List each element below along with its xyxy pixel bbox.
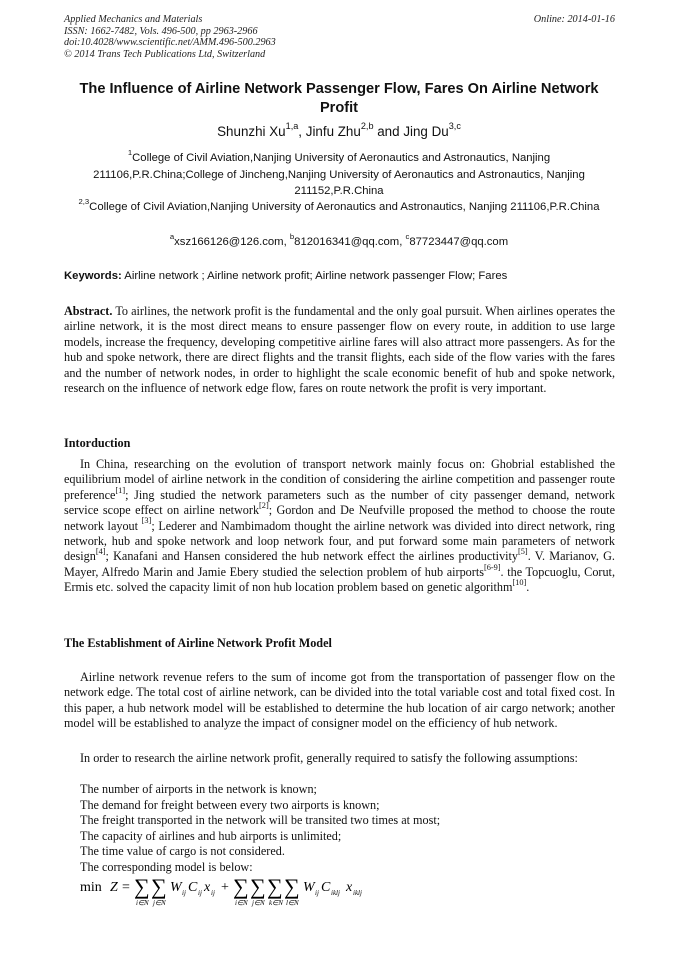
formula-sub: iklj xyxy=(331,889,340,897)
sum-index: j∈N xyxy=(153,899,166,907)
paper-title: The Influence of Airline Network Passenger Flow, Fares On Airline Network Profit xyxy=(79,81,599,116)
sum-index: l∈N xyxy=(286,899,299,907)
citation-ref[interactable]: [1] xyxy=(115,485,126,495)
formula-w: W xyxy=(170,880,182,895)
email-sup: c xyxy=(405,232,410,242)
sum-symbol: ∑ xyxy=(233,874,249,899)
sum-index: j∈N xyxy=(252,899,265,907)
citation-ref[interactable]: [10] xyxy=(512,577,527,587)
section-heading-introduction: Intorduction xyxy=(64,436,131,450)
formula-x: x xyxy=(346,880,353,895)
author-name: Jinfu Zhu xyxy=(305,124,361,139)
intro-text: ; Lederer and Nambimadom thought the airline network was divided into direct network, ring network, hub and spoke network and loop network four, and put forward some main parameters of network design xyxy=(64,518,616,564)
email-address[interactable]: xsz166126@126.com xyxy=(174,236,284,248)
affiliation xyxy=(64,150,614,200)
formula-w: W xyxy=(303,880,315,895)
intro-text: ; Jing studied the network parameters such as the number of city passenger demand, network service scope effect on airline network xyxy=(64,487,615,518)
formula-sub: iklj xyxy=(353,889,362,897)
copyright-line: © 2014 Trans Tech Publications Ltd, Switzerland xyxy=(64,48,266,60)
sum-symbol: ∑ xyxy=(284,874,300,899)
formula-c: C xyxy=(321,880,331,895)
assumption-item: The capacity of airlines and hub airports is unlimited; xyxy=(80,828,342,843)
citation-ref[interactable]: [5] xyxy=(518,547,528,557)
citation-ref[interactable]: [2] xyxy=(259,500,269,510)
introduction-paragraph xyxy=(64,457,615,596)
intro-text: ; Gordon and De Neufville proposed the method to choose the route network layout xyxy=(64,503,615,533)
citation-ref[interactable]: [3] xyxy=(141,516,152,526)
abstract-label: Abstract. xyxy=(64,304,113,318)
email-sup: a xyxy=(169,232,175,242)
email-list: $^a$xsz166126@126.com, $^b$812016341@qq.com, $^c$87723447@qq.com xyxy=(169,232,509,248)
author-affil-sup: 3,c xyxy=(448,121,461,132)
intro-text: ; Kanafani and Hansen considered the hub network effect the airlines productivity xyxy=(105,549,519,564)
sum-symbol: ∑ xyxy=(134,874,150,899)
author-affil-sup: 1,a xyxy=(285,121,299,132)
author-name: Shunzhi Xu xyxy=(217,124,286,139)
issn-line: ISSN: 1662-7482, Vols. 496-500, pp 2963-2966 xyxy=(64,25,258,37)
abstract-text: To airlines, the network profit is the fundamental and the only goal pursuit. When airlines operates the airline network, it is the most direct means to ensure passenger flow on every route, in addition to use large models, increase the frequency, developing competitive airline fares will also attract more passengers. As for the hub and spoke network, there are direct flights and the transit flights, each side of the flow varies with the fares and the number of network nodes, in order to highlight the scale economic benefit of hub and spoke network, research on the influence of network edge flow, fares on route network the profit is very important. xyxy=(64,304,615,396)
affiliation-text: College of Civil Aviation,Nanjing University of Aeronautics and Astronautics, Nanjing 211106,P.R.China;College of Jincheng,Nanjing University of Aeronautics and Astronautics, Nanjing 211152,P.R.China xyxy=(93,152,585,197)
formula-sub: ij xyxy=(211,889,215,897)
journal-name: Applied Mechanics and Materials xyxy=(64,14,203,25)
assumption-list xyxy=(80,782,440,876)
email-address[interactable]: 812016341@qq.com xyxy=(294,236,400,248)
abstract xyxy=(64,304,615,396)
keywords-text: Airline network ; Airline network profit; Airline network passenger Flow; Fares xyxy=(124,270,508,282)
section-heading-model: The Establishment of Airline Network Profit Model xyxy=(64,636,332,650)
formula-min: min xyxy=(80,880,102,895)
author-name: Jing Du xyxy=(403,124,449,139)
sum-index: k∈N xyxy=(269,899,283,907)
intro-text: . xyxy=(526,580,530,595)
sum-index: i∈N xyxy=(235,899,248,907)
model-paragraph: In order to research the airline network profit, generally required to satisfy the following assumptions: xyxy=(80,751,578,765)
email-sup: b xyxy=(289,232,295,242)
assumption-item: The time value of cargo is not considered. xyxy=(80,844,285,859)
sum-symbol: ∑ xyxy=(250,874,266,899)
citation-ref[interactable]: [4] xyxy=(95,547,106,557)
affiliation-sup: 1 xyxy=(127,148,133,158)
affiliation xyxy=(64,199,614,216)
objective-formula xyxy=(80,872,380,912)
author-list xyxy=(64,123,614,140)
assumption-item: The freight transported in the network will be transited two times at most; xyxy=(80,813,441,828)
keywords xyxy=(64,269,616,284)
intro-text: . the Topcuoglu, Corut, Ermis etc. solved the capacity limit of non hub location problem based on genetic algorithm xyxy=(64,564,615,595)
online-date: Online: 2014-01-16 xyxy=(533,14,615,25)
assumption-item: The number of airports in the network is known; xyxy=(80,782,317,796)
doi-line: doi:10.4028/www.scientific.net/AMM.496-500.2963 xyxy=(64,37,276,49)
intro-text: In China, researching on the evolution of transport network mainly focus on: Ghobrial established the equilibrium model of airline network in the condition of considering the airline competition and passenger route preference xyxy=(64,457,615,502)
sum-symbol: ∑ xyxy=(151,874,167,899)
author-and: and xyxy=(373,124,404,139)
intro-text: . V. Marianov, G. Mayer, Alfredo Marin and Jamie Ebery studied the selection problem of hub airports xyxy=(64,549,615,579)
citation-ref[interactable]: [6-9] xyxy=(483,562,501,572)
formula-plus: + xyxy=(221,880,229,895)
formula-c: C xyxy=(188,880,198,895)
email-address[interactable]: 87723447@qq.com xyxy=(409,236,509,248)
formula-x: x xyxy=(204,880,211,895)
formula-z: Z xyxy=(110,880,118,895)
affiliation-text: College of Civil Aviation,Nanjing University of Aeronautics and Astronautics, Nanjing 211106,P.R.China xyxy=(89,201,600,213)
journal-header xyxy=(64,14,276,60)
affiliation-sup: 2,3 xyxy=(78,197,90,207)
assumption-item: The corresponding model is below: xyxy=(80,859,253,874)
model-paragraph: Airline network revenue refers to the sum of income got from the transportation of passenger flow on the network edge. The total cost of airline network, can be divided into the total variable cost and total fixed cost. In this paper, a hub network model will be established to determine the hub location of air cargo network; another model will be established to analyze the impact of consigner model on the efficiency of hub network. xyxy=(64,670,615,731)
author-separator: , xyxy=(298,124,306,139)
formula-sub: ij xyxy=(198,889,202,897)
sum-symbol: ∑ xyxy=(267,874,283,899)
sum-index: i∈N xyxy=(136,899,149,907)
keywords-label: Keywords: xyxy=(64,270,122,282)
formula-sub: ij xyxy=(182,889,186,897)
formula-equals: = xyxy=(122,880,130,895)
formula-sub: ij xyxy=(315,889,319,897)
author-affil-sup: 2,b xyxy=(360,121,374,132)
assumption-item: The demand for freight between every two airports is known; xyxy=(80,797,380,812)
